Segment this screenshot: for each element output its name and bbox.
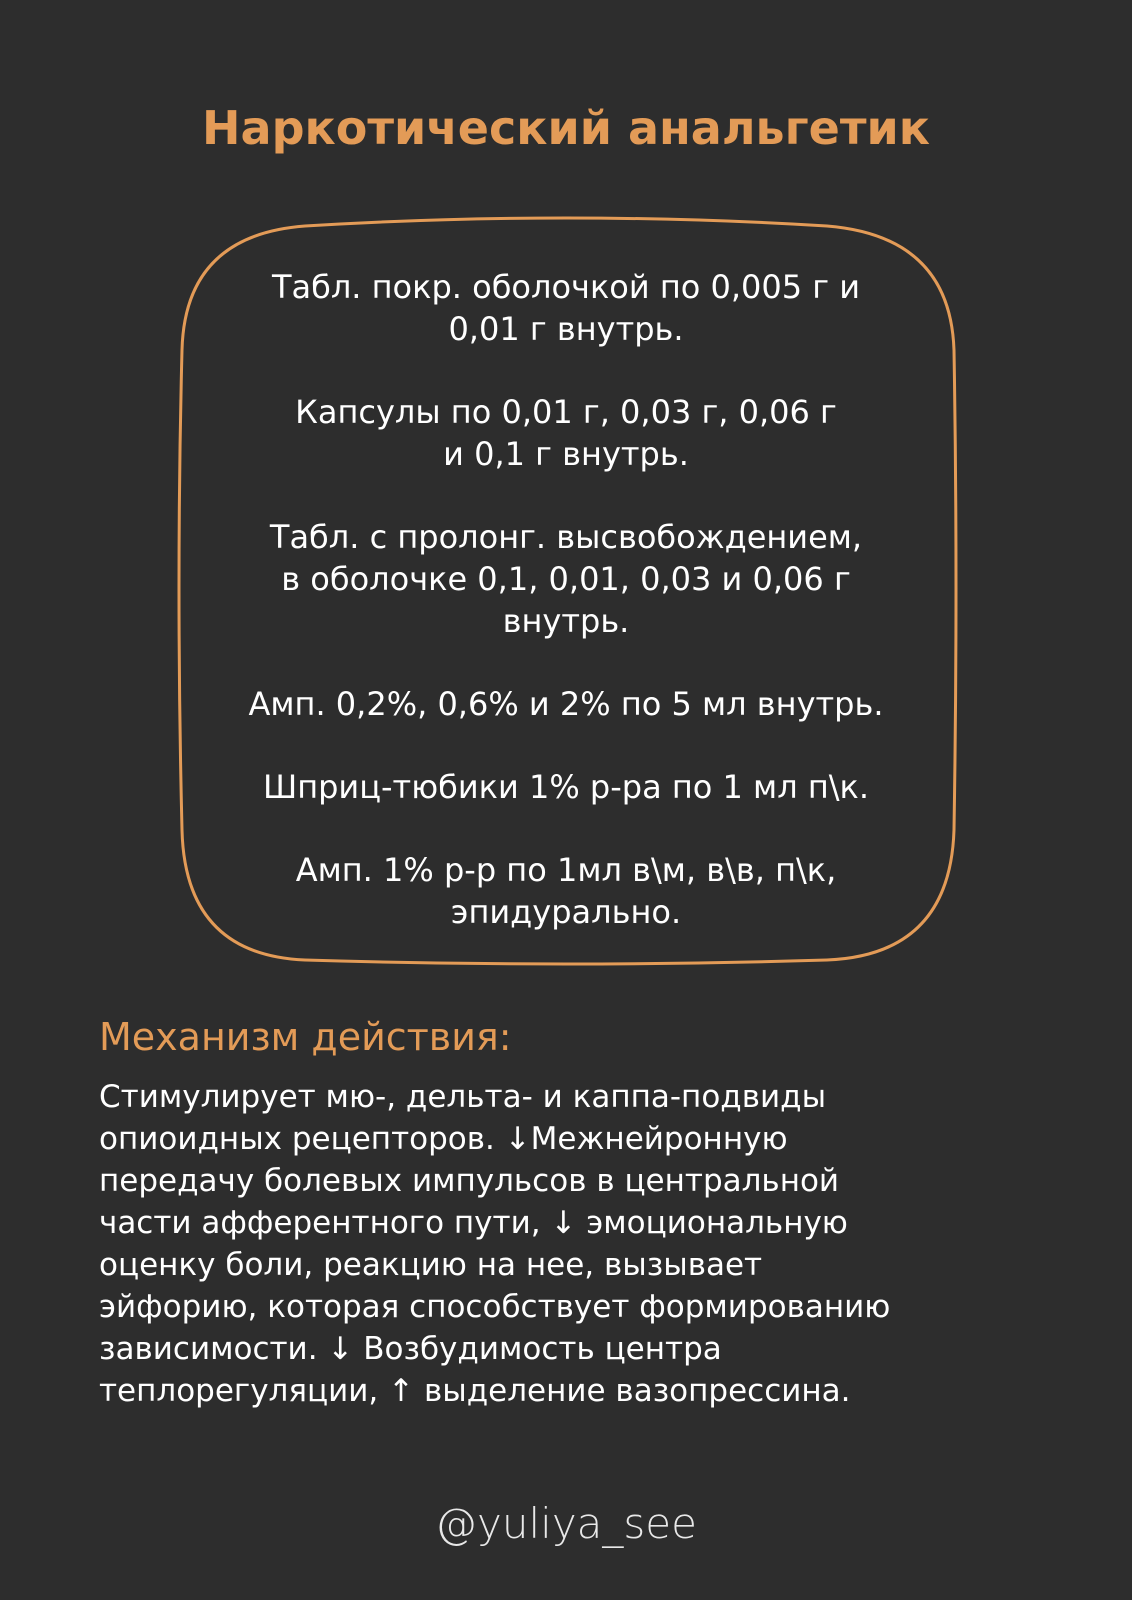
dosage-form-item <box>222 766 910 808</box>
mechanism-description <box>99 1076 1059 1412</box>
dosage-form-line: в оболочке 0,1, 0,01, 0,03 и 0,06 г <box>281 560 851 598</box>
dosage-forms-list <box>222 266 910 933</box>
dosage-form-line: Табл. покр. оболочкой по 0,005 г и <box>271 268 861 306</box>
dosage-form-item <box>222 849 910 933</box>
mechanism-line: передачу болевых импульсов в центральной <box>99 1163 840 1199</box>
dosage-form-item <box>222 266 910 350</box>
author-handle: @yuliya_see <box>435 1499 697 1548</box>
mechanism-line: эйфорию, которая способствует формированию <box>99 1289 891 1325</box>
dosage-form-item <box>222 516 910 642</box>
dosage-form-item <box>222 391 910 475</box>
mechanism-heading: Механизм действия: <box>99 1015 512 1059</box>
mechanism-line: Стимулирует мю-, дельта- и каппа-подвиды <box>99 1079 827 1115</box>
mechanism-line: оценку боли, реакцию на нее, вызывает <box>99 1247 763 1283</box>
dosage-form-line: Шприц-тюбики 1% р-ра по 1 мл п\к. <box>262 768 870 806</box>
page-title: Наркотический анальгетик <box>202 101 930 155</box>
dosage-form-line: Амп. 0,2%, 0,6% и 2% по 5 мл внутрь. <box>248 685 884 723</box>
dosage-form-line: Амп. 1% р-р по 1мл в\м, в\в, п\к, <box>295 851 837 889</box>
mechanism-line: опиоидных рецепторов. ↓Межнейронную <box>99 1121 788 1157</box>
dosage-form-line: Капсулы по 0,01 г, 0,03 г, 0,06 г <box>295 393 837 431</box>
dosage-form-line: Табл. с пролонг. высвобождением, <box>269 518 863 556</box>
mechanism-line: теплорегуляции, ↑ выделение вазопрессина. <box>99 1373 851 1409</box>
dosage-form-line: внутрь. <box>502 602 630 640</box>
dosage-form-line: и 0,1 г внутрь. <box>443 435 689 473</box>
mechanism-line: зависимости. ↓ Возбудимость центра <box>99 1331 722 1367</box>
dosage-form-item <box>222 683 910 725</box>
dosage-form-line: 0,01 г внутрь. <box>448 310 684 348</box>
mechanism-line: части афферентного пути, ↓ эмоциональную <box>99 1205 848 1241</box>
dosage-form-line: эпидурально. <box>450 893 682 931</box>
